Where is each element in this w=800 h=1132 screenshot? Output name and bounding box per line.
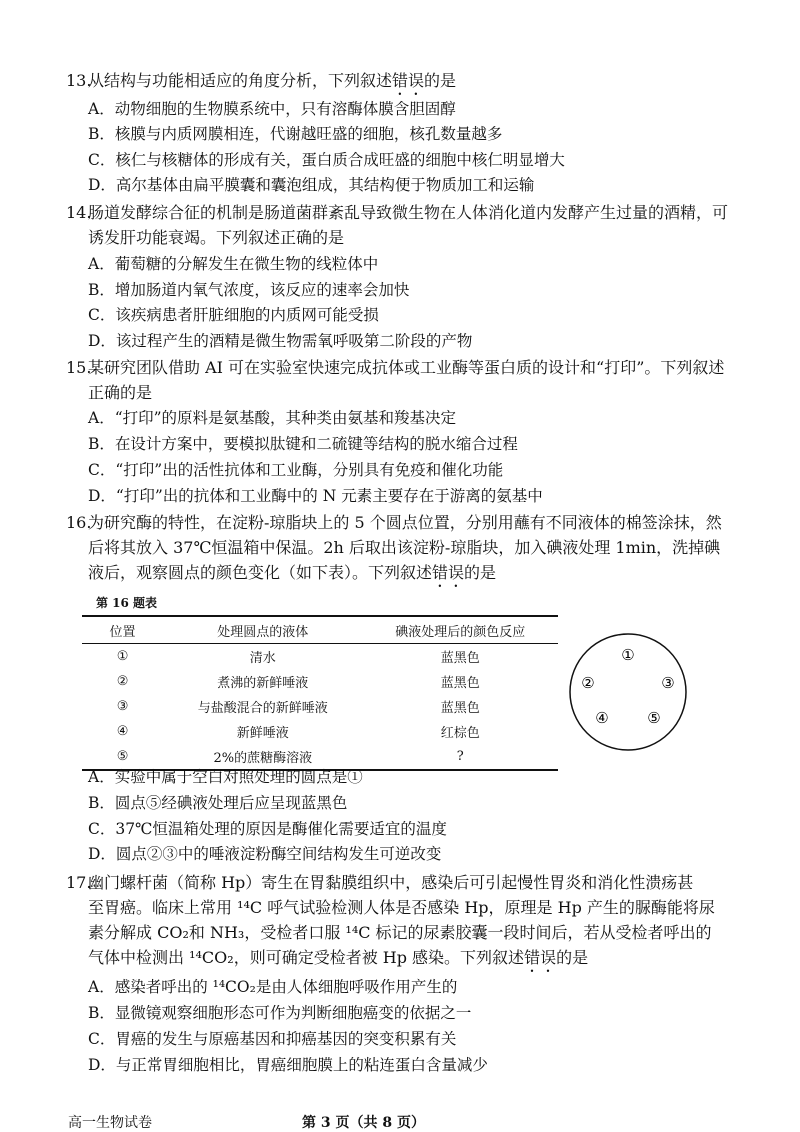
table-caption: 第 16 题表 [96, 596, 158, 610]
spot-label: ④ [595, 709, 609, 727]
question-number: 14. [66, 203, 92, 222]
question-number: 15. [66, 358, 92, 377]
option-a: A．“打印”的原料是氨基酸，其种类由氨基和羧基决定 [88, 409, 457, 427]
question-number: 17. [66, 873, 92, 892]
table-cell: 煮沸的新鲜唾液 [217, 676, 309, 691]
table-cell: 红棕色 [440, 726, 480, 741]
option-d: D．圆点②③中的唾液淀粉酶空间结构发生可逆改变 [88, 845, 442, 863]
table-header: 碘液处理后的颜色反应 [363, 616, 558, 644]
table-header-row [82, 616, 558, 644]
option-c: C．37℃恒温箱处理的原因是酶催化需要适宜的温度 [88, 820, 447, 838]
table-header: 位置 [82, 616, 163, 644]
table-cell: ⑤ [82, 744, 163, 770]
option-c: C．“打印”出的活性抗体和工业酶，分别具有免疫和催化功能 [88, 461, 504, 479]
table-cell: 蓝黑色 [440, 701, 480, 716]
option-b: B．核膜与内质网膜相连，代谢越旺盛的细胞，核孔数量越多 [88, 125, 503, 143]
table-cell: ① [116, 649, 129, 664]
table-row [82, 719, 558, 744]
option-c: C．核仁与核糖体的形成有关，蛋白质合成旺盛的细胞中核仁明显增大 [88, 151, 565, 169]
spot-label: ② [581, 674, 595, 692]
spot-label: ③ [661, 674, 675, 692]
table-cell: 蓝黑色 [440, 651, 480, 666]
option-c: C．该疾病患者肝脏细胞的内质网可能受损 [88, 306, 379, 324]
table-cell: 2%的蔗糖酶溶液 [163, 744, 362, 770]
emphasis-word: 错误 [524, 948, 557, 967]
option-d: D．高尔基体由扁平膜囊和囊泡组成，其结构便于物质加工和运输 [88, 176, 535, 194]
option-a: A．感染者呼出的 ¹⁴CO₂是由人体细胞呼吸作用产生的 [88, 978, 458, 996]
question-stem: 肠道发酵综合征的机制是肠道菌群紊乱导致微生物在人体消化道内发酵产生过量的酒精，可诱发肝功能衰竭。下列叙述正确的是 [88, 203, 729, 247]
option-a: A．实验中属于空白对照处理的圆点是① [88, 768, 363, 786]
table-row [82, 644, 558, 670]
option-b: B．增加肠道内氧气浓度，该反应的速率会加快 [88, 281, 410, 299]
option-d: D．该过程产生的酒精是微生物需氧呼吸第二阶段的产物 [88, 332, 473, 350]
emphasis-word: 错误 [432, 563, 465, 582]
option-b: B．在设计方案中，要模拟肽键和二硫键等结构的脱水缩合过程 [88, 435, 518, 453]
footer-page-number: 第 3 页（共 8 页） [302, 1115, 425, 1131]
spot-label: ⑤ [647, 709, 661, 727]
option-d: D．与正常胃细胞相比，胃癌细胞膜上的粘连蛋白含量减少 [88, 1056, 488, 1074]
table-row [82, 694, 558, 719]
experiment-table [82, 615, 558, 771]
spot-label: ① [621, 646, 635, 664]
question-stem-line: 气体中检测出 ¹⁴CO₂，则可确定受检者被 Hp 感染。下列叙述错误的是 [88, 948, 589, 967]
option-b: B．圆点⑤经碘液处理后应呈现蓝黑色 [88, 794, 348, 812]
option-a: A．葡萄糖的分解发生在微生物的线粒体中 [88, 255, 379, 273]
footer-subject: 高一生物试卷 [68, 1115, 152, 1131]
question-stem: 从结构与功能相适应的角度分析，下列叙述错误的是 [88, 71, 457, 90]
table-cell: 蓝黑色 [440, 676, 480, 691]
agar-block-diagram [566, 630, 690, 754]
table-cell: 清水 [249, 651, 276, 666]
question-stem-line: 幽门螺杆菌（简称 Hp）寄生在胃黏膜组织中，感染后可引起慢性胃炎和消化性溃疡甚 [88, 873, 694, 892]
question-stem: 为研究酶的特性，在淀粉-琼脂块上的 5 个圆点位置，分别用蘸有不同液体的棉签涂抹，然后将其放入 37℃恒温箱中保温。2h 后取出该淀粉-琼脂块，加入碘液处理 1min，洗掉碘液后，观察圆点的颜色变化（如下表）。下列叙述错误的是 [88, 513, 722, 582]
question-stem-line: 至胃癌。临床上常用 ¹⁴C 呼气试验检测人体是否感染 Hp，原理是 Hp 产生的脲酶能将尿 [88, 898, 715, 917]
table-cell: ② [116, 674, 129, 689]
option-b: B．显微镜观察细胞形态可作为判断细胞癌变的依据之一 [88, 1004, 472, 1022]
option-c: C．胃癌的发生与原癌基因和抑癌基因的突变积累有关 [88, 1030, 457, 1048]
emphasis-word: 错误 [392, 71, 425, 90]
table-header: 处理圆点的液体 [163, 616, 362, 644]
table-row [82, 669, 558, 694]
option-a: A．动物细胞的生物膜系统中，只有溶酶体膜含胆固醇 [88, 100, 456, 118]
table-cell: ③ [116, 699, 129, 714]
question-stem-line: 素分解成 CO₂和 NH₃，受检者口服 ¹⁴C 标记的尿素胶囊一段时间后，若从受检者呼出的 [88, 923, 712, 942]
table-cell: ④ [116, 724, 129, 739]
table-cell: 新鲜唾液 [236, 726, 289, 741]
table-cell: ? [363, 744, 558, 770]
table-cell: 与盐酸混合的新鲜唾液 [197, 701, 328, 716]
question-stem: 某研究团队借助 AI 可在实验室快速完成抗体或工业酶等蛋白质的设计和“打印”。下列叙述正确的是 [88, 358, 725, 402]
question-number: 13. [66, 71, 92, 90]
question-number: 16. [66, 513, 92, 532]
option-d: D．“打印”出的抗体和工业酶中的 N 元素主要存在于游离的氨基中 [88, 487, 543, 505]
